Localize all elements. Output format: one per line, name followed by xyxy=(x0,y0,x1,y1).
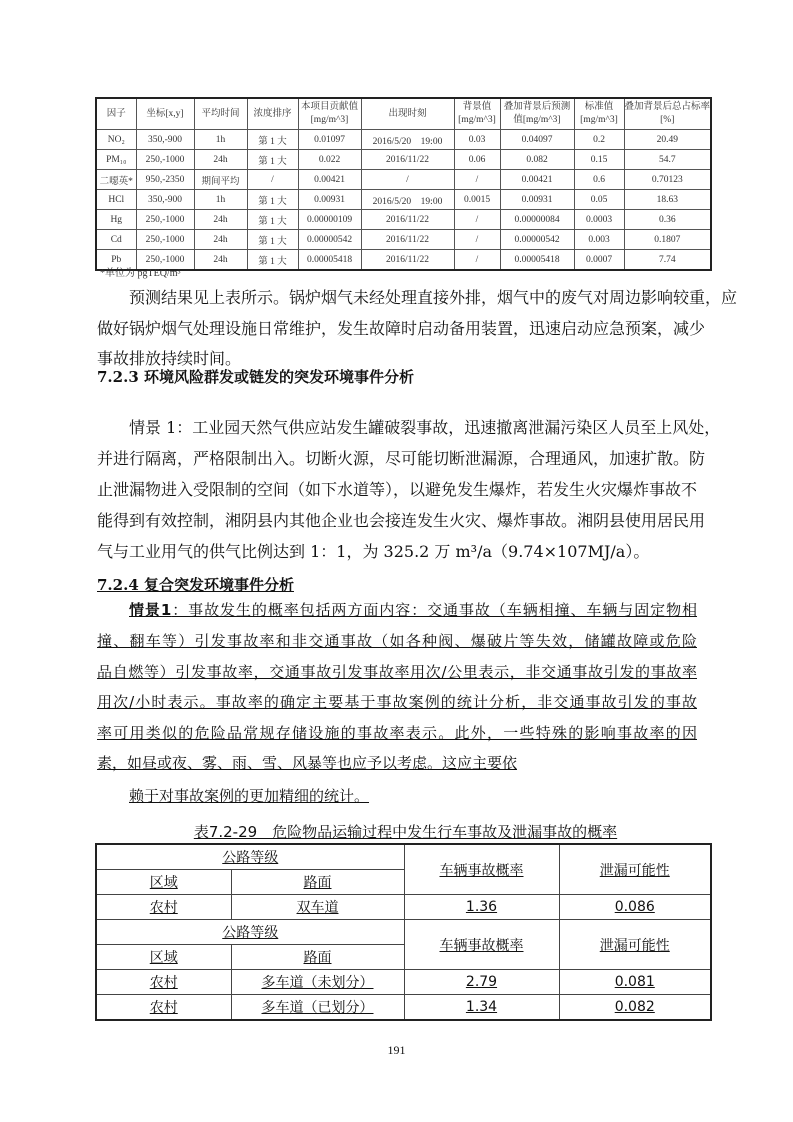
table-cell: 0.05 xyxy=(574,190,624,210)
table-cell: 24h xyxy=(194,230,247,250)
paragraph-line: 并进行隔离，严格限制出入。切断火源，尽可能切断泄漏源，合理通风，加速扩散。防 xyxy=(97,449,706,468)
table-cell: 多车道（已划分） xyxy=(231,995,404,1021)
table-cell: 第 1 大 xyxy=(247,210,298,230)
table-cell: 0.00421 xyxy=(298,170,361,190)
table-cell: 第 1 大 xyxy=(247,250,298,271)
region-header: 区域 xyxy=(96,870,231,895)
table-cell: 7.74 xyxy=(624,250,711,271)
accident-header: 车辆事故概率 xyxy=(404,844,559,895)
table-cell: 多车道（未划分） xyxy=(231,970,404,995)
table-cell: / xyxy=(247,170,298,190)
table-cell: 0.6 xyxy=(574,170,624,190)
paragraph-line: 用次/小时表示。事故率的确定主要基于事故案例的统计分析，非交通事故引发的事故 xyxy=(97,693,697,711)
table-cell: 期间平均 xyxy=(194,170,247,190)
table-cell: 0.003 xyxy=(574,230,624,250)
column-header: 本项目贡献值[mg/m^3] xyxy=(298,98,361,130)
section-heading-7-2-3: 7.2.3 环境风险群发或链发的突发环境事件分析 xyxy=(97,368,414,386)
table-row xyxy=(96,895,711,920)
table-cell: 0.00000109 xyxy=(298,210,361,230)
table-cell: 0.36 xyxy=(624,210,711,230)
column-header: 标准值[mg/m^3] xyxy=(574,98,624,130)
table-cell: 0.03 xyxy=(454,130,500,150)
table-cell: 0.082 xyxy=(500,150,574,170)
table-cell: 250,-1000 xyxy=(136,210,194,230)
table-cell: 250,-1000 xyxy=(136,150,194,170)
surface-header: 路面 xyxy=(231,945,404,970)
column-header: 因子 xyxy=(96,98,136,130)
leak-header: 泄漏可能性 xyxy=(559,844,711,895)
table-cell: 54.7 xyxy=(624,150,711,170)
table-cell: / xyxy=(454,250,500,271)
table-cell: 0.00000542 xyxy=(500,230,574,250)
paragraph-line: 率可用类似的危险品常规存储设施的事故率表示。此外，一些特殊的影响事故率的因 xyxy=(97,724,697,742)
table-cell: 1h xyxy=(194,130,247,150)
table-cell: 0.01097 xyxy=(298,130,361,150)
region-header: 区域 xyxy=(96,945,231,970)
table-cell: 第 1 大 xyxy=(247,190,298,210)
table-cell: / xyxy=(361,170,454,190)
table-cell: 0.2 xyxy=(574,130,624,150)
table-cell: 二噁英* xyxy=(96,170,136,190)
table-cell: Hg xyxy=(96,210,136,230)
table-cell: 农村 xyxy=(96,995,231,1021)
paragraph-line: 气与工业用气的供气比例达到 1：1，为 325.2 万 m³/a（9.74×107MJ/a）。 xyxy=(97,542,650,561)
paragraph-line: 能得到有效控制，湘阴县内其他企业也会接连发生火灾、爆炸事故。湘阴县使用居民用 xyxy=(97,511,706,530)
table-cell: 0.00000084 xyxy=(500,210,574,230)
table-cell: 250,-1000 xyxy=(136,230,194,250)
table-cell: 第 1 大 xyxy=(247,150,298,170)
paragraph-line: 品自燃等）引发事故率，交通事故引发事故率用次/公里表示，非交通事故引发的事故率 xyxy=(97,663,697,681)
table-cell: 250,-1000 xyxy=(136,250,194,271)
table-cell: 950,-2350 xyxy=(136,170,194,190)
table-cell: 0.00005418 xyxy=(298,250,361,271)
table-row xyxy=(96,130,711,150)
table-cell: / xyxy=(454,230,500,250)
table-cell: Cd xyxy=(96,230,136,250)
table-cell: 20.49 xyxy=(624,130,711,150)
table-cell: 24h xyxy=(194,210,247,230)
paragraph-line: 预测结果见上表所示。锅炉烟气未经处理直接外排，烟气中的废气对周边影响较重，应 xyxy=(129,288,738,307)
table-cell: 0.00931 xyxy=(298,190,361,210)
column-header: 浓度排序 xyxy=(247,98,298,130)
table-row xyxy=(96,190,711,210)
surface-header: 路面 xyxy=(231,870,404,895)
paragraph-line: 撞、翻车等）引发事故率和非交通事故（如各种阀、爆破片等失效，储罐故障或危险 xyxy=(97,632,697,650)
group-label: 公路等级 xyxy=(96,920,404,945)
group-header-row xyxy=(96,844,711,870)
table-cell: / xyxy=(454,170,500,190)
table-cell: 0.1807 xyxy=(624,230,711,250)
table-cell: 0.0007 xyxy=(574,250,624,271)
table-cell: 2016/11/22 xyxy=(361,150,454,170)
table-cell: HCl xyxy=(96,190,136,210)
table-row xyxy=(96,150,711,170)
leak-header: 泄漏可能性 xyxy=(559,920,711,970)
table-cell: 0.70123 xyxy=(624,170,711,190)
table-cell: Pb xyxy=(96,250,136,271)
table-cell: 2016/5/20 19:00 xyxy=(361,190,454,210)
table-cell: 0.082 xyxy=(559,995,711,1021)
column-header: 叠加背景后总占标率[%] xyxy=(624,98,711,130)
table-cell: 350,-900 xyxy=(136,130,194,150)
paragraph-line xyxy=(129,600,697,620)
pollutant-prediction-table xyxy=(95,97,712,271)
paragraph-line: 赖于对事故案例的更加精细的统计。 xyxy=(129,787,370,805)
table-row xyxy=(96,970,711,995)
table-row xyxy=(96,170,711,190)
table-note: *单位为 pgTEQ/m³ xyxy=(100,268,181,279)
table-cell: 2016/11/22 xyxy=(361,210,454,230)
table-cell: 2.79 xyxy=(404,970,559,995)
transport-accident-probability-table xyxy=(95,843,712,1021)
column-header: 坐标[x,y] xyxy=(136,98,194,130)
scenario-label: 情景1 xyxy=(129,601,172,619)
table-cell: 0.00421 xyxy=(500,170,574,190)
line-text: ：事故发生的概率包括两方面内容：交通事故（车辆相撞、车辆与固定物相 xyxy=(171,601,698,619)
table-cell: 0.15 xyxy=(574,150,624,170)
table-cell: 2016/5/20 19:00 xyxy=(361,130,454,150)
table-cell: 0.06 xyxy=(454,150,500,170)
section-heading-7-2-4: 7.2.4 复合突发环境事件分析 xyxy=(97,576,294,594)
table-cell: 0.0015 xyxy=(454,190,500,210)
table-cell: 0.00931 xyxy=(500,190,574,210)
paragraph-line: 素，如昼或夜、雾、雨、雪、风暴等也应予以考虑。这应主要依 xyxy=(97,754,518,772)
table-row xyxy=(96,230,711,250)
table-cell: 24h xyxy=(194,150,247,170)
table-cell: / xyxy=(454,210,500,230)
table-cell: 0.00005418 xyxy=(500,250,574,271)
table-cell: 第 1 大 xyxy=(247,130,298,150)
table-cell: 农村 xyxy=(96,895,231,920)
table-cell: PM₁₀ xyxy=(96,150,136,170)
paragraph-line: 事故排放持续时间。 xyxy=(97,349,242,368)
table-row xyxy=(96,210,711,230)
paragraph-line: 情景 1：工业园天然气供应站发生罐破裂事故，迅速撤离泄漏污染区人员至上风处， xyxy=(129,418,721,437)
table-cell: 18.63 xyxy=(624,190,711,210)
table-cell: 350,-900 xyxy=(136,190,194,210)
table-cell: 24h xyxy=(194,250,247,271)
table-cell: 2016/11/22 xyxy=(361,230,454,250)
table-cell: NO₂ xyxy=(96,130,136,150)
table-cell: 0.081 xyxy=(559,970,711,995)
page-number: 191 xyxy=(387,1043,406,1057)
table-row xyxy=(96,995,711,1021)
column-header: 背景值[mg/m^3] xyxy=(454,98,500,130)
table-cell: 2016/11/22 xyxy=(361,250,454,271)
table-cell: 1h xyxy=(194,190,247,210)
column-header: 出现时刻 xyxy=(361,98,454,130)
table-cell: 第 1 大 xyxy=(247,230,298,250)
table-caption: 表7.2-29 危险物品运输过程中发生行车事故及泄漏事故的概率 xyxy=(193,823,618,841)
table-header-row xyxy=(96,98,711,130)
table-cell: 0.022 xyxy=(298,150,361,170)
accident-header: 车辆事故概率 xyxy=(404,920,559,970)
table-cell: 0.0003 xyxy=(574,210,624,230)
table-cell: 1.34 xyxy=(404,995,559,1021)
table-cell: 双车道 xyxy=(231,895,404,920)
paragraph-line: 止泄漏物进入受限制的空间（如下水道等），以避免发生爆炸，若发生火灾爆炸事故不 xyxy=(97,480,698,499)
group-label: 公路等级 xyxy=(96,844,404,870)
table-cell: 0.00000542 xyxy=(298,230,361,250)
table-cell: 0.086 xyxy=(559,895,711,920)
column-header: 平均时间 xyxy=(194,98,247,130)
paragraph-line: 做好锅炉烟气处理设施日常维护，发生故障时启动备用装置，迅速启动应急预案，减少 xyxy=(97,319,706,338)
table-cell: 0.04097 xyxy=(500,130,574,150)
table-row xyxy=(96,250,711,271)
table-cell: 农村 xyxy=(96,970,231,995)
table-cell: 1.36 xyxy=(404,895,559,920)
group-header-row xyxy=(96,920,711,945)
column-header: 叠加背景后预测值[mg/m^3] xyxy=(500,98,574,130)
